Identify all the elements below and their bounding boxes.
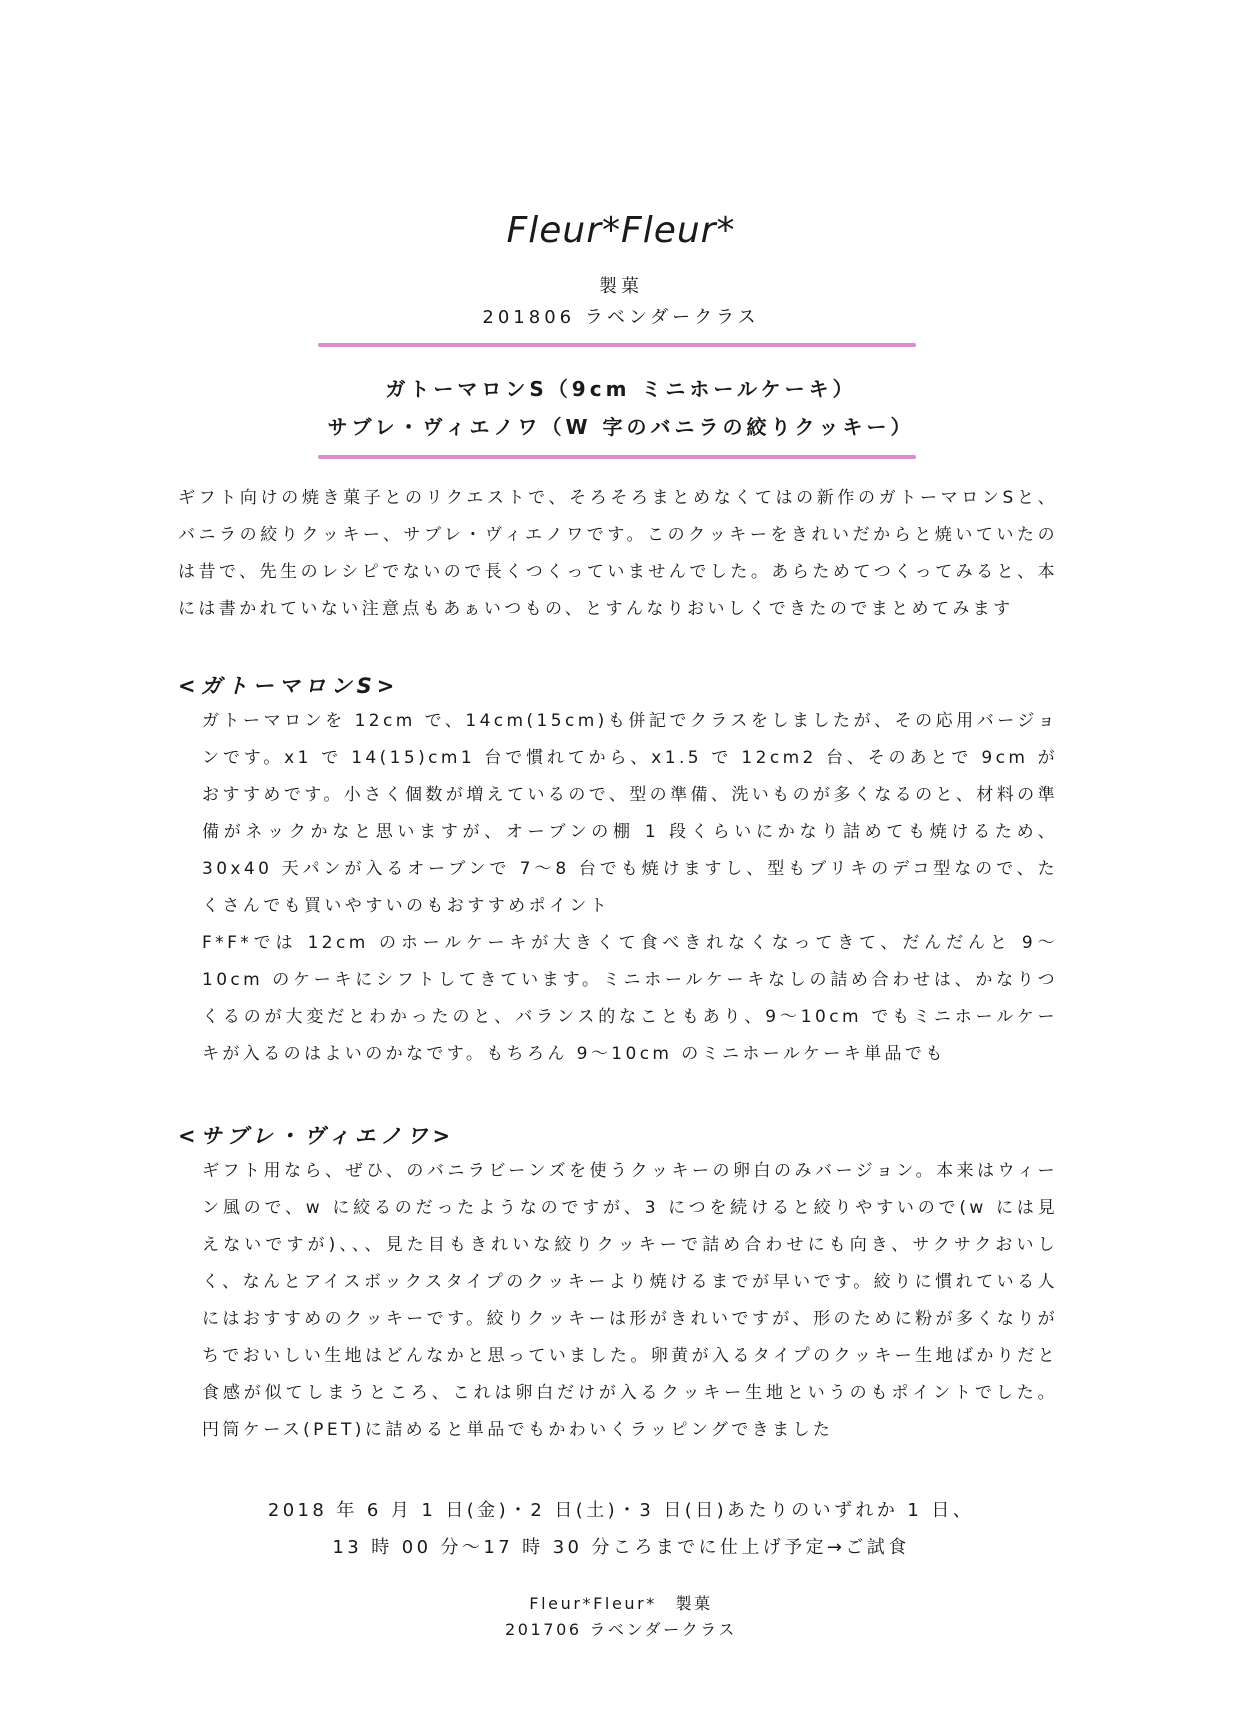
footer-brand: Fleur*Fleur* 製菓 xyxy=(529,1594,713,1613)
course-title-2: サブレ・ヴィエノワ（W 字のバニラの絞りクッキー） xyxy=(327,415,915,439)
paragraph: F*F*では 12cm のホールケーキが大きくて食べきれなくなってきて、だんだんと 9～10cm のケーキにシフトしてきています。ミニホールケーキなしの詰め合わせは、かなりつくるのが大変だとわかったのと、バランス的なこともあり、9～10cm でもミニホールケーキが入るのはよいのかなです。もちろん 9～10cm のミニホールケーキ単品でも xyxy=(202,933,1058,1064)
paragraph: ガトーマロンを 12cm で、14cm(15cm)も併記でクラスをしましたが、その応用バージョンです。x1 で 14(15)cm1 台で慣れてから、x1.5 で 12cm2 台、そのあとで 9cm がおすすめです。小さく個数が増えているので、型の準備、洗いものが多くなるのと、材料の準備がネックかなと思いますが、オーブンの棚 1 段くらいにかなり詰めても焼けるため、30x40 天パンが入るオーブンで 7～8 台でも焼けますし、型もブリキのデコ型なので、たくさんでも買いやすいのもおすすめポイント xyxy=(202,711,1058,916)
bottom-divider xyxy=(318,455,916,459)
schedule-times: 13 時 00 分～17 時 30 分ころまでに仕上げ予定→ご試食 xyxy=(332,1537,910,1558)
section-heading-gateau-marron: <ガトーマロンS> xyxy=(178,674,400,698)
section-heading-sable-viennois: <サブレ・ヴィエノワ> xyxy=(178,1124,456,1148)
section-body-gateau-marron xyxy=(202,703,1058,1073)
brand-title: Fleur*Fleur* xyxy=(506,210,736,251)
top-divider xyxy=(318,343,916,347)
footer-class: 201706 ラベンダークラス xyxy=(504,1620,738,1639)
schedule-dates: 2018 年 6 月 1 日(金)・2 日(土)・3 日(日)あたりのいずれか 1 日、 xyxy=(267,1500,975,1521)
section-body-sable-viennois xyxy=(202,1153,1058,1449)
class-name: 201806 ラベンダークラス xyxy=(482,307,760,328)
intro-paragraph: ギフト向けの焼き菓子とのリクエストで、そろそろまとめなくてはの新作のガトーマロンSと、バニラの絞りクッキー、サブレ・ヴィエノワです。このクッキーをきれいだからと焼いていたのは昔で、先生のレシピでないので長くつくっていませんでした。あらためてつくってみると、本には書かれていない注意点もあぁいつもの、とすんなりおいしくできたのでまとめてみます xyxy=(178,488,1058,619)
category-label: 製菓 xyxy=(599,276,643,297)
paragraph: ギフト用なら、ぜひ、のバニラビーンズを使うクッキーの卵白のみバージョン。本来はウィーン風ので、w に絞るのだったようなのですが、3 につを続けると絞りやすいので(w には見えないですが)、、、見た目もきれいな絞りクッキーで詰め合わせにも向き、サクサクおいしく、なんとアイスボックスタイプのクッキーより焼けるまでが早いです。絞りに慣れている人にはおすすめのクッキーです。絞りクッキーは形がきれいですが、形のために粉が多くなりがちでおいしい生地はどんなかと思っていました。卵黄が入るタイプのクッキー生地ばかりだと食感が似てしまうところ、これは卵白だけが入るクッキー生地というのもポイントでした。円筒ケース(PET)に詰めると単品でもかわいくラッピングできました xyxy=(202,1161,1058,1440)
course-title-1: ガトーマロンS（9cm ミニホールケーキ） xyxy=(385,377,857,401)
